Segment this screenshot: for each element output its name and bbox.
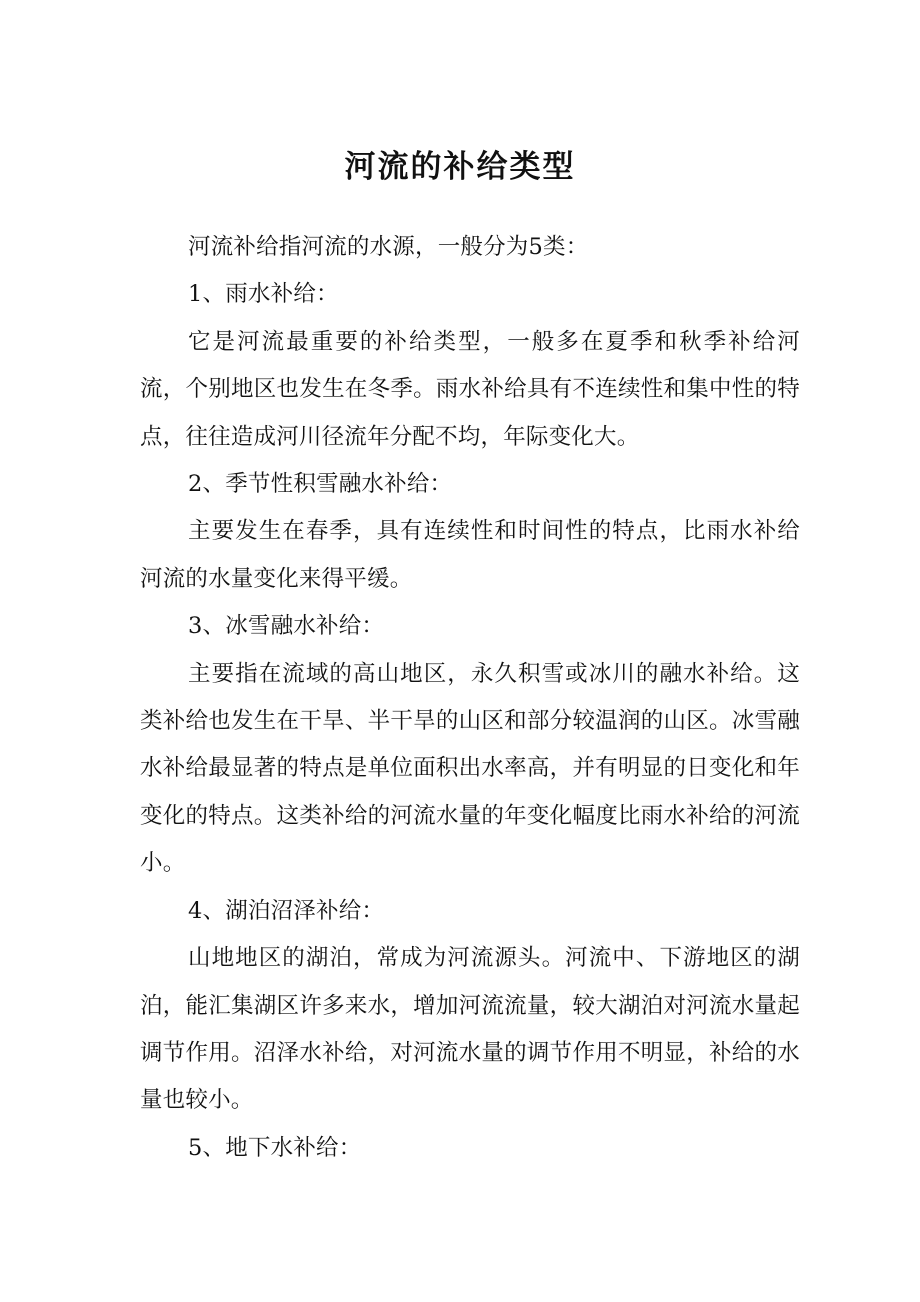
section-heading-rain: 1、雨水补给： <box>188 281 339 308</box>
glacier-paragraph: 主要指在流域的高山地区，永久积雪或冰川的融水补给。这类补给也发生在干旱、半干旱的山区和部分较温润的山区。冰雪融水补给最显著的特点是单位面积出水率高，并有明显的日变化和年变化的特点。这类补给的河流水量的年变化幅度比雨水补给的河流小。 <box>140 660 800 877</box>
rain-paragraph: 它是河流最重要的补给类型，一般多在夏季和秋季补给河流，个别地区也发生在冬季。雨水补给具有不连续性和集中性的特点，往往造成河川径流年分配不均，年际变化大。 <box>140 328 800 450</box>
seasonal-snow-paragraph: 主要发生在春季，具有连续性和时间性的特点，比雨水补给河流的水量变化来得平缓。 <box>140 518 800 592</box>
lake-swamp-paragraph: 山地地区的湖泊，常成为河流源头。河流中、下游地区的湖泊，能汇集湖区许多来水，增加河流流量，较大湖泊对河流水量起调节作用。沼泽水补给，对河流水量的调节作用不明显，补给的水量也较小。 <box>140 945 800 1114</box>
section-heading-glacier: 3、冰雪融水补给： <box>188 613 385 640</box>
document-body <box>140 224 800 1172</box>
section-heading-seasonal-snow: 2、季节性积雪融水补给： <box>188 471 453 498</box>
document-title: 河流的补给类型 <box>344 149 576 185</box>
intro-paragraph: 河流补给指河流的水源，一般分为5类： <box>188 234 589 260</box>
section-heading-groundwater: 5、地下水补给： <box>188 1134 362 1161</box>
section-heading-lake-swamp: 4、湖泊沼泽补给： <box>188 897 385 924</box>
